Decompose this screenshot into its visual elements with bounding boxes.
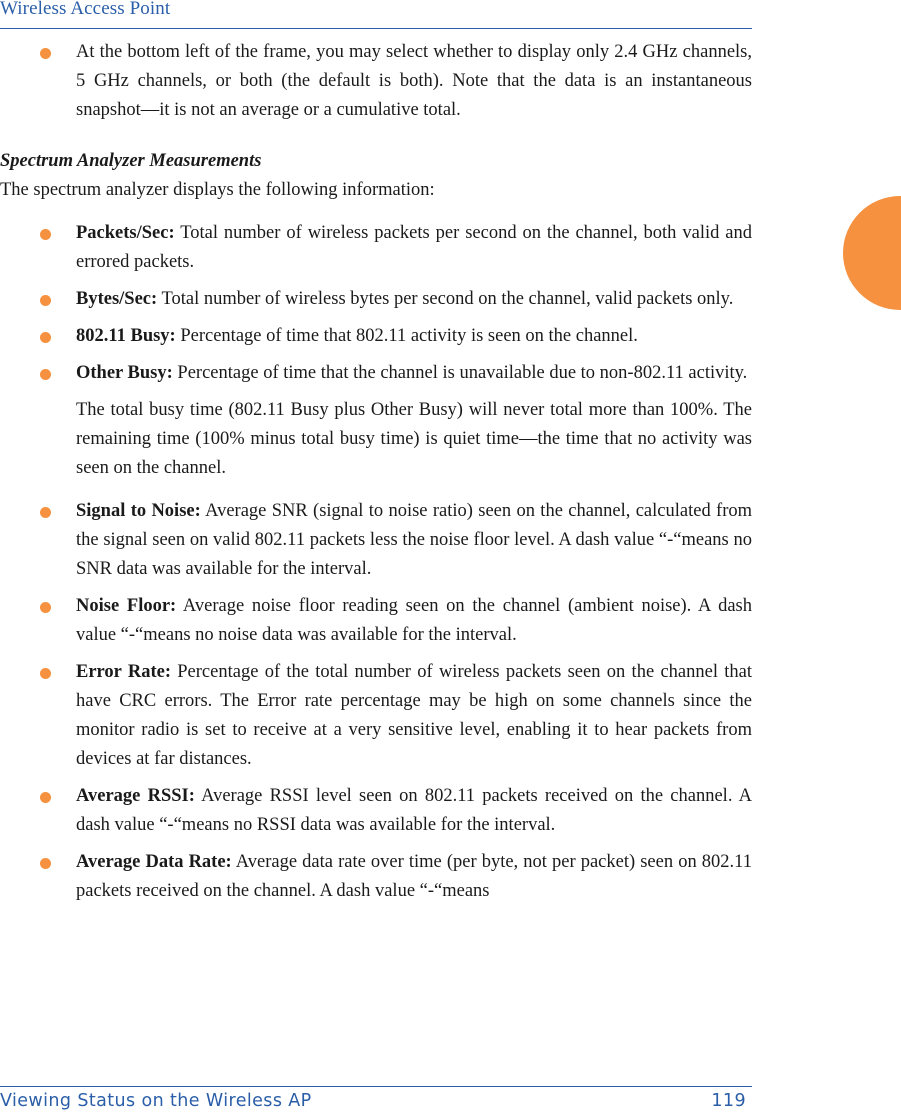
section-heading: Spectrum Analyzer Measurements <box>0 151 262 171</box>
list-item <box>0 848 752 906</box>
item-term: Signal to Noise: <box>76 501 201 521</box>
item-description: Total number of wireless bytes per second on the channel, valid packets only. <box>157 289 734 309</box>
bullet-icon <box>40 229 51 240</box>
section-intro: The spectrum analyzer displays the following information: <box>0 180 435 200</box>
item-description: Average RSSI level seen on 802.11 packets received on the channel. A dash value “-“means no RSSI data was available for the interval. <box>76 786 753 835</box>
bullet-icon <box>40 858 51 869</box>
bullet-icon <box>40 602 51 613</box>
list-item <box>0 658 752 774</box>
item-description: Percentage of time that the channel is unavailable due to non-802.11 activity. <box>172 363 748 383</box>
list-item <box>0 285 752 314</box>
list-item <box>0 782 752 840</box>
item-term: Noise Floor: <box>76 596 177 616</box>
chapter-tab-marker <box>843 196 901 310</box>
page-footer <box>0 1086 752 1115</box>
page-body <box>0 38 752 914</box>
list-item <box>0 592 752 650</box>
item-term: Average RSSI: <box>76 786 195 806</box>
item-term: Average Data Rate: <box>76 852 232 872</box>
bullet-icon <box>40 668 51 679</box>
footer-section-title: Viewing Status on the Wireless AP <box>0 1091 312 1111</box>
item-term: Packets/Sec: <box>76 223 175 243</box>
bullet-text: At the bottom left of the frame, you may select whether to display only 2.4 GHz channels, 5 GHz channels, or both (the default is both). Note that the data is an instantaneous snapshot—it is not an average or a cumulative total. <box>76 42 752 120</box>
list-item <box>0 38 752 125</box>
item-description: Average data rate over time (per byte, not per packet) seen on 802.11 packets received on the channel. A dash value “-“means <box>76 852 752 901</box>
item-description: Percentage of the total number of wireless packets seen on the channel that have CRC errors. The Error rate percentage may be high on some channels since the monitor radio is set to receive at a very sensitive level, enabling it to hear packets from devices at far distances. <box>76 662 752 769</box>
item-description: Percentage of time that 802.11 activity is seen on the channel. <box>175 326 638 346</box>
list-item <box>0 497 752 584</box>
item-term: Error Rate: <box>76 662 171 682</box>
running-header-title: Wireless Access Point <box>0 0 171 19</box>
item-description: Average SNR (signal to noise ratio) seen on the channel, calculated from the signal seen on valid 802.11 packets less the noise floor level. A dash value “-“means no SNR data was available for the interval. <box>76 501 752 579</box>
list-item <box>0 322 752 351</box>
item-description: Total number of wireless packets per second on the channel, both valid and errored packets. <box>76 223 752 272</box>
list-item <box>0 359 752 388</box>
item-term: Bytes/Sec: <box>76 289 158 309</box>
bullet-icon <box>40 792 51 803</box>
bullet-icon <box>40 295 51 306</box>
item-term: Other Busy: <box>76 363 173 383</box>
list-item <box>0 219 752 277</box>
item-term: 802.11 Busy: <box>76 326 176 346</box>
bullet-icon <box>40 48 51 59</box>
busy-time-note: The total busy time (802.11 Busy plus Other Busy) will never total more than 100%. The remaining time (100% minus total busy time) is quiet time—the time that no activity was seen on the channel. <box>76 400 752 478</box>
page-header <box>0 0 752 29</box>
bullet-icon <box>40 507 51 518</box>
item-description: Average noise floor reading seen on the channel (ambient noise). A dash value “-“means no noise data was available for the interval. <box>76 596 752 645</box>
bullet-icon <box>40 332 51 343</box>
page-number: 119 <box>711 1091 746 1111</box>
bullet-icon <box>40 369 51 380</box>
